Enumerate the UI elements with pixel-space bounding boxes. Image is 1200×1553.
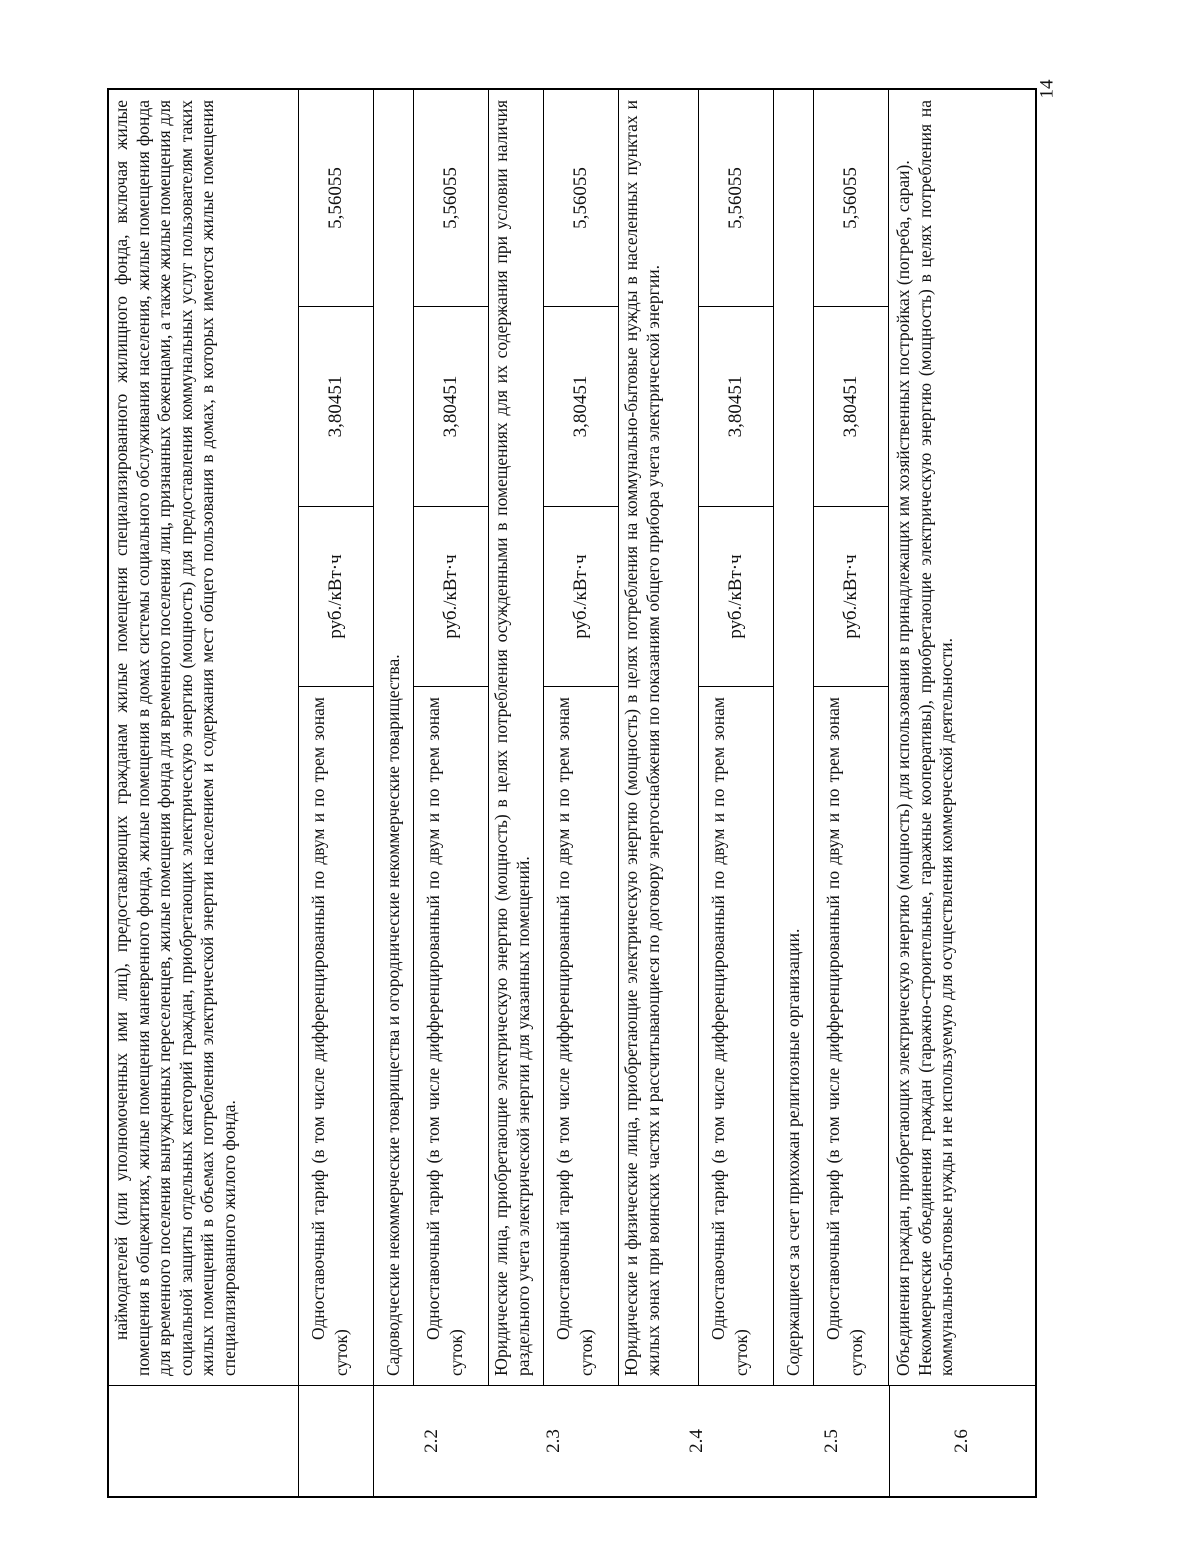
tariff-value-first-half: 3,80451 — [814, 306, 888, 506]
table-row — [774, 90, 842, 1496]
tariff-unit: руб./кВт·ч — [699, 506, 773, 686]
tariff-description: Одноставочный тариф (в том числе дифференцированный по двум и по трем зонам суток) — [544, 686, 618, 1386]
tariff-description: Одноставочный тариф (в том числе дифференцированный по двум и по трем зонам суток) — [699, 686, 773, 1386]
section-header-line: Некоммерческие объединения граждан (гаражно-строительные, гаражные кооперативы), приобретающие электрическую энергию (мощность) в целях потребления на коммунально-бытовые нужды и не используемую для осуществления коммерческой деятельности. — [914, 100, 956, 1376]
intro-text: наймодателей (или уполномоченных ими лиц), предоставляющих гражданам жилые помещения специализированного жилищного фонда, включая жилые помещения в общежитиях, жилые помещения маневренного фонда, жилые помещения в домах системы социального обслуживания населения, жилые помещения фонда для временного поселения вынужденных переселенцев, жилые помещения фонда для временного поселения лиц, признанных беженцами, а также жилые помещения для социальной защиты отдельных категорий граждан, приобретающих электрическую энергию (мощность) для предоставления коммунальных услуг пользователям таких жилых помещений в объемах потребления электрической энергии населением и содержания мест общего пользования в домах, в которых имеются жилые помещения специализированного жилого фонда. — [111, 100, 239, 1376]
tariff-unit: руб./кВт·ч — [544, 506, 618, 686]
table-row — [619, 90, 707, 1496]
table-row — [374, 90, 442, 1496]
section-header: Юридические и физические лица, приобретающие электрическую энергию (мощность) в целях потребления на коммунально-бытовые нужды в населенных пунктах и жилых зонах при воинских частях и рассчитывающиеся по договору энергоснабжения по показаниям общего прибора учета электрической энергии. — [621, 100, 663, 1376]
tariff-unit: руб./кВт·ч — [814, 506, 888, 686]
row-number: 2.5 — [774, 1385, 890, 1496]
tariff-description: Одноставочный тариф (в том числе дифференцированный по двум и по трем зонам суток) — [299, 686, 373, 1386]
section-header: Садоводческие некоммерческие товарищества и огороднические некоммерческие товарищества. — [383, 654, 403, 1376]
tariff-value-first-half: 3,80451 — [699, 306, 773, 506]
tariff-value-second-half: 5,56055 — [840, 167, 861, 229]
section-header — [889, 90, 1035, 1386]
row-number — [109, 1385, 298, 1496]
tariff-unit: руб./кВт·ч — [299, 506, 373, 686]
section-header: Содержащиеся за счет прихожан религиозные организации. — [783, 928, 803, 1376]
section-header: Юридические лица, приобретающие электрическую энергию (мощность) в целях потребления осужденными в помещениях для их содержания при условии наличия раздельного учета электрической энергии для указанных помещений. — [491, 100, 533, 1376]
tariff-value-second-half: 5,56055 — [570, 167, 591, 229]
page-number: 14 — [1036, 79, 1058, 99]
table-row — [489, 90, 564, 1496]
row-number: 2.2 — [374, 1385, 490, 1496]
tariff-value-first-half: 3,80451 — [414, 306, 488, 506]
table-row — [109, 90, 299, 1496]
tariff-table — [107, 88, 1037, 1498]
section-header-line: Объединения граждан, приобретающих электрическую энергию (мощность) для использования в принадлежащих им хозяйственных постройках (погреба, сараи). — [893, 160, 913, 1376]
tariff-value-first-half: 3,80451 — [299, 306, 373, 506]
table-row — [414, 90, 489, 1496]
row-number: 2.4 — [619, 1385, 775, 1496]
table-row — [544, 90, 619, 1496]
table-row — [814, 90, 889, 1496]
rotated-page — [107, 88, 1037, 1498]
tariff-value-second-half: 5,56055 — [725, 167, 746, 229]
tariff-unit: руб./кВт·ч — [414, 506, 488, 686]
row-number: 2.3 — [489, 1385, 620, 1496]
row-number: 2.6 — [889, 1385, 1035, 1496]
tariff-value-second-half: 5,56055 — [325, 167, 346, 229]
tariff-value-first-half: 3,80451 — [544, 306, 618, 506]
table-row — [889, 90, 1035, 1496]
table-row — [299, 90, 374, 1496]
tariff-description: Одноставочный тариф (в том числе дифференцированный по двум и по трем зонам суток) — [814, 686, 888, 1386]
tariff-description: Одноставочный тариф (в том числе дифференцированный по двум и по трем зонам суток) — [414, 686, 488, 1386]
tariff-value-second-half: 5,56055 — [440, 167, 461, 229]
row-number — [299, 1385, 373, 1496]
table-row — [699, 90, 774, 1496]
